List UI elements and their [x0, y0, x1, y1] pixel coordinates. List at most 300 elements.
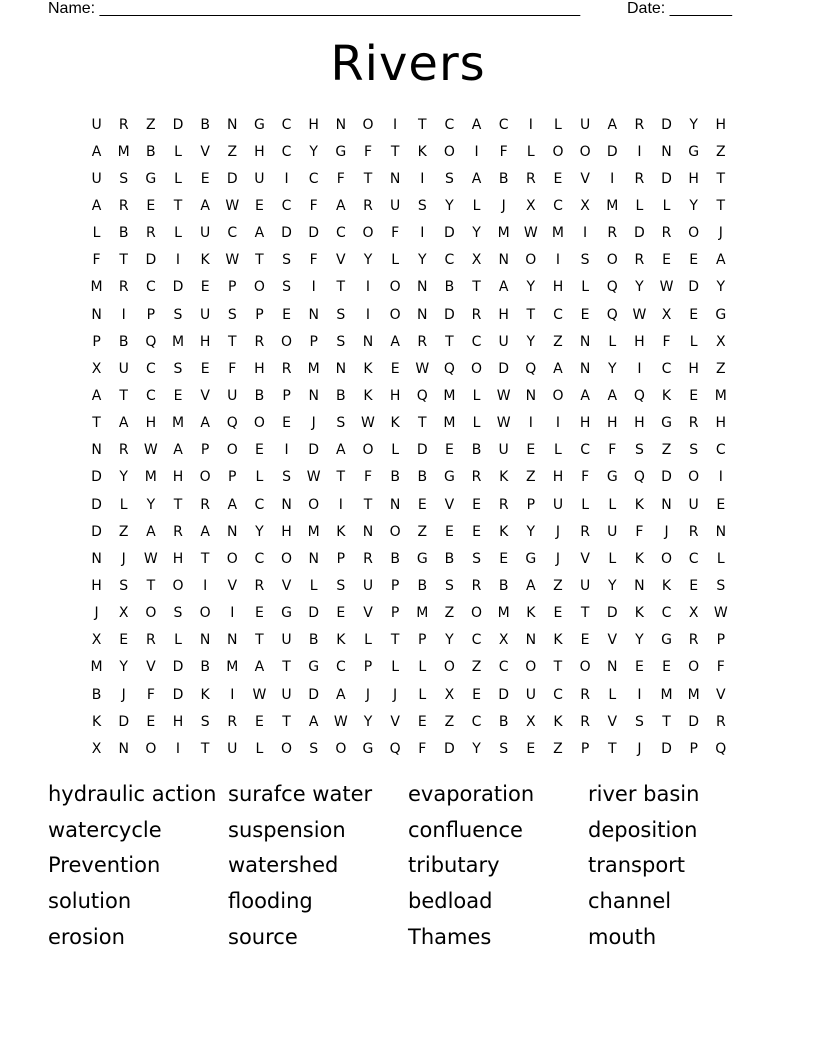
grid-letter: H — [281, 523, 292, 540]
grid-letter: R — [363, 197, 373, 214]
grid-letter: P — [255, 306, 264, 323]
grid-letter: F — [309, 252, 318, 269]
grid-letter: T — [417, 415, 427, 432]
grid-letter: E — [336, 605, 346, 622]
grid-letter: D — [416, 442, 428, 459]
grid-letter: N — [525, 387, 537, 404]
grid-letter: A — [91, 143, 102, 160]
grid-letter: G — [308, 659, 320, 676]
grid-letter: R — [200, 496, 210, 513]
grid-letter: N — [661, 496, 672, 513]
grid-letter: A — [336, 686, 346, 703]
word-bank-item: mouth — [588, 925, 657, 950]
grid-letter: Y — [472, 740, 481, 757]
grid-letter: B — [444, 279, 455, 296]
grid-letter: P — [228, 469, 237, 486]
grid-letter: N — [525, 632, 537, 649]
grid-letter: P — [390, 577, 400, 594]
grid-letter: S — [282, 252, 291, 269]
grid-letter: Z — [444, 605, 455, 622]
grid-letter: C — [580, 442, 590, 459]
grid-letter: L — [174, 225, 182, 242]
grid-letter: C — [444, 252, 455, 269]
grid-letter: J — [94, 605, 99, 622]
grid-letter: T — [119, 387, 128, 404]
grid-letter: T — [200, 740, 210, 757]
grid-letter: K — [200, 686, 210, 703]
grid-letter: P — [228, 279, 237, 296]
grid-letter: C — [553, 686, 563, 703]
grid-letter: F — [662, 333, 671, 350]
grid-letter: I — [284, 442, 289, 459]
grid-letter: C — [335, 225, 346, 242]
word-bank-item: Prevention — [48, 853, 161, 878]
grid-letter: L — [92, 225, 101, 242]
grid-letter: L — [255, 469, 264, 486]
grid-letter: N — [634, 577, 645, 594]
grid-letter: N — [199, 632, 211, 649]
grid-letter: U — [579, 577, 591, 594]
grid-letter: C — [661, 605, 672, 622]
grid-letter: T — [363, 170, 373, 187]
grid-letter: T — [716, 170, 726, 187]
grid-letter: N — [118, 740, 129, 757]
grid-letter: N — [91, 306, 102, 323]
grid-letter: T — [472, 279, 481, 296]
grid-letter: L — [554, 116, 562, 133]
grid-letter: P — [282, 387, 291, 404]
grid-letter: O — [362, 116, 374, 133]
grid-letter: V — [716, 686, 726, 703]
grid-letter: D — [172, 686, 184, 703]
grid-letter: E — [499, 550, 509, 567]
grid-letter: C — [498, 659, 509, 676]
grid-letter: N — [335, 116, 347, 133]
grid-letter: E — [472, 686, 481, 703]
grid-letter: H — [715, 415, 727, 432]
grid-letter: E — [689, 306, 699, 323]
grid-letter: K — [526, 605, 536, 622]
grid-letter: V — [227, 577, 238, 594]
grid-letter: S — [119, 577, 129, 594]
word-bank-item: Thames — [408, 925, 492, 950]
grid-letter: V — [607, 632, 618, 649]
grid-letter: L — [391, 442, 400, 459]
grid-letter: T — [92, 415, 101, 432]
grid-letter: S — [173, 360, 183, 377]
grid-letter: O — [199, 605, 211, 622]
grid-letter: P — [390, 605, 400, 622]
grid-letter: Y — [119, 659, 128, 676]
grid-letter: S — [282, 469, 291, 486]
grid-letter: O — [471, 605, 483, 622]
grid-letter: L — [174, 143, 182, 160]
grid-letter: G — [335, 143, 347, 160]
grid-letter: Z — [661, 442, 672, 459]
grid-letter: U — [552, 496, 564, 513]
grid-letter: T — [119, 252, 128, 269]
grid-letter: S — [336, 577, 346, 594]
grid-letter: K — [634, 605, 644, 622]
grid-letter: N — [607, 659, 618, 676]
grid-letter: K — [91, 713, 102, 730]
grid-letter: E — [526, 442, 536, 459]
grid-letter: U — [227, 387, 238, 404]
grid-letter: M — [90, 659, 103, 676]
grid-letter: T — [146, 577, 156, 594]
grid-letter: I — [393, 116, 398, 133]
grid-letter: A — [526, 577, 536, 594]
grid-letter: R — [688, 632, 699, 649]
grid-letter: M — [551, 225, 564, 242]
grid-letter: Y — [526, 523, 536, 540]
grid-letter: X — [688, 605, 699, 622]
grid-letter: L — [472, 197, 481, 214]
grid-letter: L — [391, 252, 400, 269]
grid-letter: M — [171, 333, 185, 350]
grid-letter: I — [555, 252, 561, 269]
grid-letter: I — [230, 605, 235, 622]
grid-letter: Q — [389, 740, 401, 757]
grid-letter: H — [91, 577, 102, 594]
grid-letter: X — [716, 333, 726, 350]
grid-letter: Y — [417, 252, 427, 269]
grid-letter: T — [553, 659, 563, 676]
grid-letter: E — [472, 523, 481, 540]
grid-letter: E — [716, 496, 726, 513]
grid-letter: Q — [443, 360, 455, 377]
grid-letter: K — [661, 577, 672, 594]
grid-letter: V — [200, 387, 210, 404]
grid-letter: L — [472, 387, 481, 404]
grid-letter: S — [282, 279, 291, 296]
grid-letter: Z — [716, 360, 726, 377]
grid-letter: P — [689, 740, 698, 757]
grid-letter: O — [281, 333, 293, 350]
grid-letter: R — [688, 523, 699, 540]
grid-letter: A — [716, 252, 726, 269]
grid-letter: X — [526, 197, 536, 214]
grid-letter: E — [662, 659, 671, 676]
grid-letter: Y — [635, 632, 644, 649]
grid-letter: Z — [118, 523, 129, 540]
grid-letter: E — [580, 306, 590, 323]
grid-letter: U — [91, 116, 102, 133]
grid-letter: M — [443, 415, 456, 432]
grid-letter: A — [580, 387, 590, 404]
grid-letter: S — [173, 306, 183, 323]
grid-letter: L — [418, 686, 427, 703]
grid-letter: T — [445, 333, 454, 350]
grid-letter: G — [253, 116, 265, 133]
grid-letter: J — [555, 523, 561, 540]
word-bank-item: erosion — [48, 925, 125, 950]
grid-letter: I — [121, 306, 126, 323]
grid-letter: O — [253, 415, 265, 432]
grid-letter: R — [227, 713, 238, 730]
page-title: Rivers — [330, 36, 486, 92]
grid-letter: O — [362, 442, 374, 459]
grid-letter: Y — [635, 279, 644, 296]
grid-letter: N — [362, 523, 374, 540]
grid-letter: O — [145, 740, 157, 757]
grid-letter: R — [634, 170, 645, 187]
name-field-line: Name: ______________________________________________________ — [48, 0, 581, 17]
grid-letter: M — [497, 605, 510, 622]
grid-letter: K — [363, 387, 373, 404]
grid-letter: K — [499, 469, 509, 486]
grid-letter: Z — [444, 713, 455, 730]
grid-letter: R — [118, 279, 129, 296]
grid-letter: N — [281, 496, 292, 513]
grid-letter: H — [552, 469, 564, 486]
grid-letter: K — [417, 143, 427, 160]
grid-letter: P — [418, 632, 427, 649]
grid-letter: Y — [255, 523, 264, 540]
grid-letter: W — [659, 279, 674, 296]
grid-letter: J — [718, 225, 723, 242]
grid-letter: F — [146, 686, 155, 703]
word-bank-item: transport — [588, 853, 686, 878]
grid-letter: Y — [607, 360, 617, 377]
grid-letter: P — [146, 306, 156, 323]
grid-letter: S — [200, 713, 210, 730]
grid-letter: I — [338, 496, 343, 513]
grid-letter: M — [497, 225, 510, 242]
grid-letter: E — [417, 713, 427, 730]
grid-letter: U — [118, 360, 129, 377]
grid-letter: U — [688, 496, 699, 513]
grid-letter: F — [228, 360, 237, 377]
grid-letter: S — [227, 306, 237, 323]
grid-letter: C — [471, 632, 482, 649]
grid-letter: Z — [553, 740, 563, 757]
word-bank-item: suspension — [228, 817, 346, 842]
grid-letter: I — [175, 740, 181, 757]
grid-letter: S — [336, 333, 346, 350]
grid-letter: O — [443, 659, 455, 676]
word-bank-item: deposition — [588, 817, 698, 842]
grid-letter: N — [417, 279, 428, 296]
grid-letter: D — [606, 605, 618, 622]
grid-letter: J — [637, 740, 642, 757]
grid-letter: I — [610, 170, 615, 187]
grid-letter: T — [336, 279, 346, 296]
grid-letter: Q — [606, 306, 618, 323]
grid-letter: A — [146, 523, 156, 540]
grid-letter: E — [444, 442, 454, 459]
grid-letter: J — [555, 550, 561, 567]
grid-letter: V — [363, 605, 373, 622]
grid-letter: U — [281, 632, 292, 649]
grid-letter: Z — [526, 469, 536, 486]
grid-letter: A — [607, 387, 618, 404]
grid-letter: D — [172, 279, 184, 296]
grid-letter: A — [498, 279, 509, 296]
grid-letter: O — [389, 523, 401, 540]
grid-letter: D — [688, 713, 700, 730]
grid-letter: D — [661, 170, 672, 187]
grid-letter: S — [634, 713, 644, 730]
grid-letter: R — [498, 496, 509, 513]
grid-letter: T — [390, 143, 400, 160]
grid-letter: A — [308, 713, 319, 730]
grid-letter: O — [552, 387, 564, 404]
grid-letter: M — [117, 143, 130, 160]
grid-letter: R — [363, 550, 373, 567]
grid-letter: O — [226, 550, 238, 567]
grid-letter: T — [173, 197, 183, 214]
grid-letter: G — [661, 632, 672, 649]
grid-letter: N — [227, 523, 238, 540]
grid-letter: C — [471, 713, 482, 730]
grid-letter: I — [637, 143, 642, 160]
grid-letter: L — [689, 333, 698, 350]
grid-letter: R — [471, 306, 482, 323]
grid-letter: L — [608, 333, 617, 350]
grid-letter: M — [714, 387, 727, 404]
grid-letter: X — [91, 740, 102, 757]
grid-letter: L — [608, 550, 617, 567]
word-bank-item: confluence — [408, 817, 523, 842]
grid-letter: N — [335, 360, 347, 377]
grid-letter: A — [390, 333, 400, 350]
grid-letter: R — [715, 713, 726, 730]
grid-letter: A — [336, 442, 346, 459]
grid-letter: F — [309, 197, 318, 214]
grid-letter: D — [688, 279, 700, 296]
grid-letter: D — [444, 306, 455, 323]
grid-letter: D — [226, 170, 238, 187]
grid-letter: Q — [715, 740, 727, 757]
grid-letter: I — [555, 415, 561, 432]
grid-letter: D — [498, 686, 510, 703]
grid-letter: E — [580, 632, 590, 649]
grid-letter: O — [362, 225, 374, 242]
grid-letter: B — [200, 116, 210, 133]
grid-letter: A — [471, 170, 482, 187]
grid-letter: N — [661, 143, 672, 160]
grid-letter: I — [203, 577, 208, 594]
grid-letter: B — [336, 387, 346, 404]
grid-letter: R — [471, 577, 482, 594]
grid-letter: O — [579, 659, 591, 676]
grid-letter: Y — [309, 143, 318, 160]
grid-letter: H — [688, 170, 699, 187]
grid-letter: A — [200, 197, 210, 214]
grid-letter: W — [713, 605, 728, 622]
grid-letter: G — [416, 550, 428, 567]
grid-letter: E — [634, 659, 644, 676]
grid-letter: L — [391, 659, 400, 676]
grid-letter: R — [254, 577, 265, 594]
grid-letter: G — [661, 415, 672, 432]
grid-letter: R — [580, 686, 590, 703]
grid-letter: B — [444, 550, 455, 567]
grid-letter: G — [688, 143, 700, 160]
grid-letter: M — [226, 659, 239, 676]
grid-letter: W — [143, 442, 158, 459]
grid-letter: L — [364, 632, 372, 649]
grid-letter: R — [118, 116, 129, 133]
grid-letter: H — [579, 415, 591, 432]
grid-letter: I — [583, 225, 588, 242]
grid-letter: Z — [146, 116, 156, 133]
grid-letter: Y — [146, 496, 156, 513]
word-bank-item: watercycle — [48, 817, 162, 842]
grid-letter: T — [363, 496, 373, 513]
grid-letter: D — [308, 686, 320, 703]
grid-letter: L — [635, 197, 644, 214]
grid-letter: C — [227, 225, 238, 242]
grid-letter: C — [281, 116, 292, 133]
grid-letter: J — [501, 197, 506, 214]
grid-letter: L — [716, 550, 725, 567]
grid-letter: Y — [363, 713, 373, 730]
grid-letter: Y — [689, 197, 698, 214]
grid-letter: R — [580, 713, 590, 730]
grid-letter: K — [200, 252, 210, 269]
grid-letter: R — [118, 442, 129, 459]
grid-letter: H — [634, 415, 645, 432]
grid-letter: N — [417, 306, 428, 323]
word-bank-item: watershed — [228, 853, 339, 878]
grid-letter: B — [390, 469, 400, 486]
grid-letter: Z — [716, 143, 726, 160]
grid-letter: T — [173, 496, 183, 513]
grid-letter: V — [580, 170, 590, 187]
grid-letter: E — [200, 279, 210, 296]
grid-letter: J — [664, 523, 669, 540]
grid-letter: N — [308, 306, 319, 323]
grid-letter: D — [91, 496, 102, 513]
grid-letter: W — [143, 550, 158, 567]
grid-letter: W — [333, 713, 348, 730]
grid-letter: Q — [145, 333, 157, 350]
grid-letter: L — [309, 577, 318, 594]
grid-letter: H — [389, 387, 401, 404]
grid-letter: O — [389, 279, 401, 296]
grid-letter: B — [498, 713, 509, 730]
grid-letter: F — [499, 143, 508, 160]
grid-letter: W — [632, 306, 647, 323]
grid-letter: H — [552, 279, 564, 296]
grid-letter: X — [91, 632, 102, 649]
grid-letter: O — [389, 306, 401, 323]
grid-letter: O — [226, 442, 238, 459]
grid-letter: E — [553, 170, 563, 187]
grid-letter: I — [284, 170, 289, 187]
grid-letter: B — [498, 577, 509, 594]
grid-letter: I — [175, 252, 181, 269]
grid-letter: F — [336, 170, 345, 187]
grid-letter: D — [308, 225, 320, 242]
grid-letter: Y — [526, 333, 536, 350]
grid-letter: B — [254, 387, 265, 404]
grid-letter: R — [173, 523, 183, 540]
grid-letter: D — [661, 469, 672, 486]
grid-letter: T — [580, 605, 590, 622]
grid-letter: C — [471, 333, 482, 350]
grid-letter: O — [335, 740, 347, 757]
grid-letter: T — [336, 469, 346, 486]
grid-letter: A — [91, 387, 102, 404]
grid-letter: Q — [633, 469, 645, 486]
grid-letter: V — [607, 713, 618, 730]
grid-letter: I — [637, 686, 642, 703]
grid-letter: H — [172, 550, 184, 567]
word-bank-item: surafce water — [228, 781, 373, 806]
